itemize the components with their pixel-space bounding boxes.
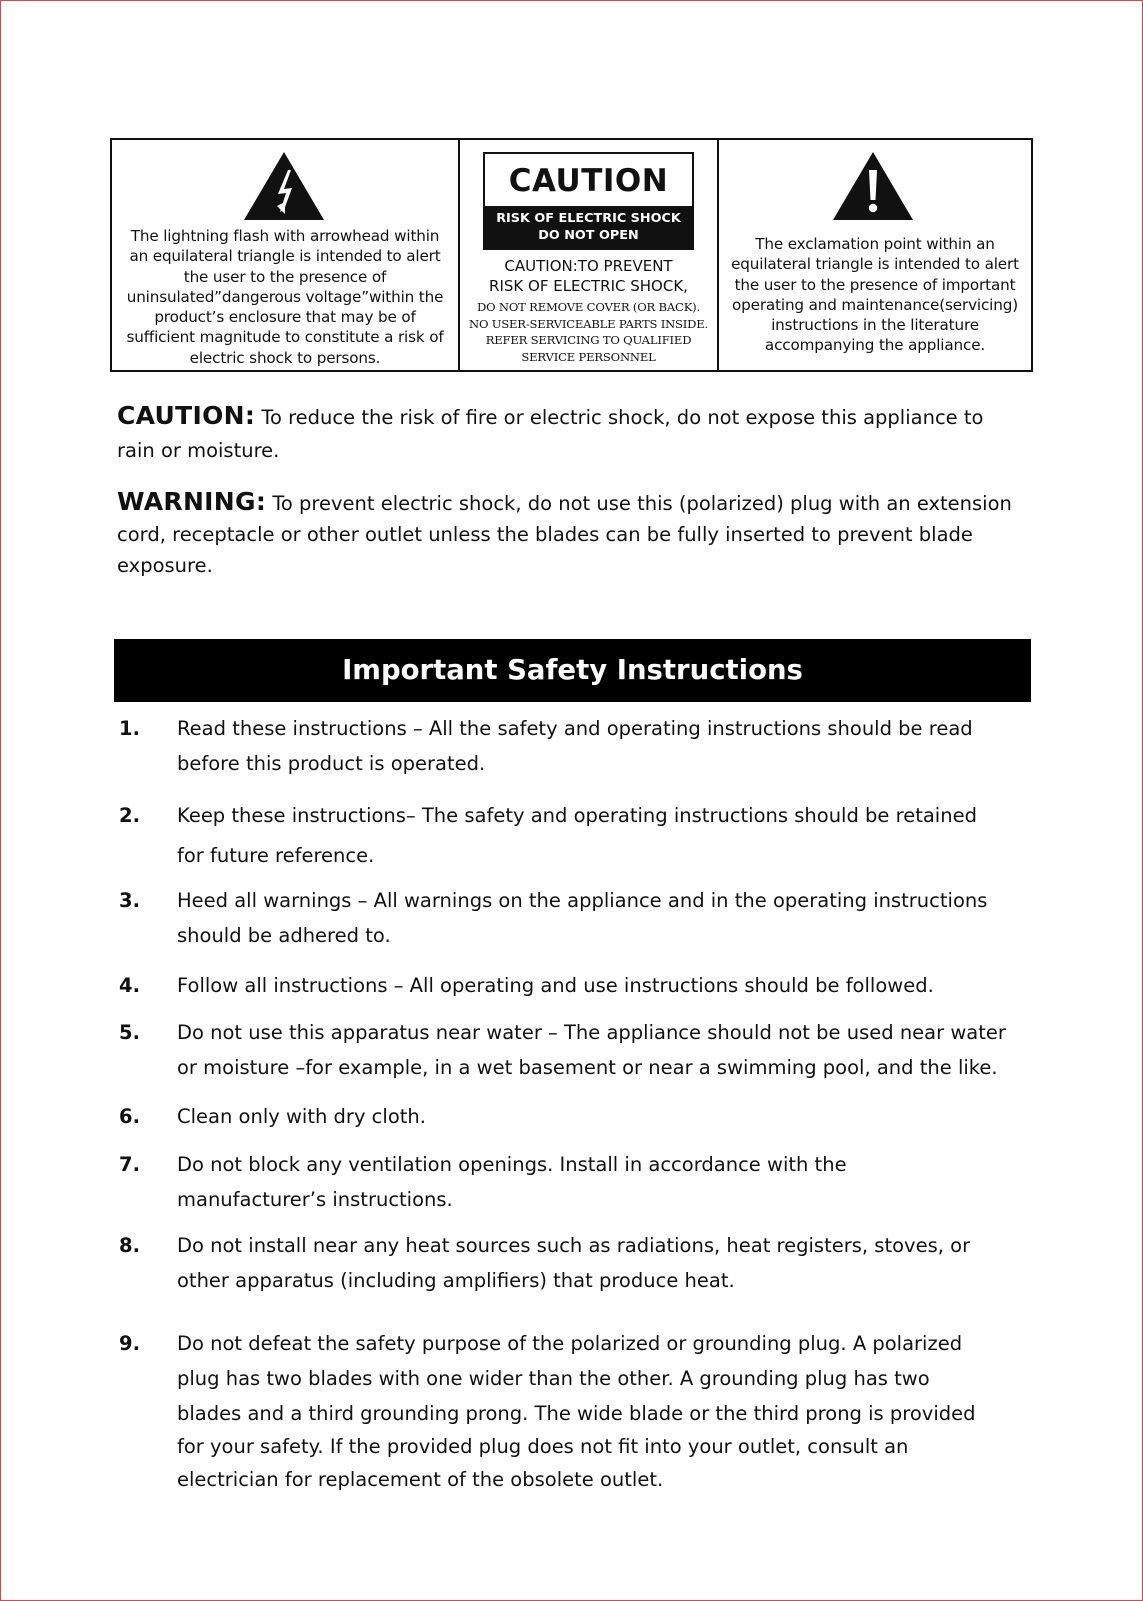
lightning-symbol-cell [112,140,460,370]
text-line: REFER SERVICING TO QUALIFIED [485,333,692,347]
instruction-item [119,1099,1049,1134]
text-line: for your safety. If the provided plug does not fit into your outlet, consult an [177,1435,909,1458]
text-line: blades and a third grounding prong. The wide blade or the third prong is provided [177,1402,976,1425]
text-line: product’s enclosure that may be of [154,308,416,327]
warning-notice-text: To prevent electric shock, do not use this (polarized) plug with an extension [272,492,1012,515]
text-line: The lightning flash with arrowhead within [130,227,440,245]
text-line: manufacturer’s instructions. [177,1188,453,1211]
text-line: Clean only with dry cloth. [177,1105,426,1128]
text-line: Heed all warnings – All warnings on the appliance and in the operating instructions [177,889,988,912]
text-line: Do not use this apparatus near water – The appliance should not be used near water [177,1021,1006,1044]
instruction-number: 3. [119,889,140,912]
instruction-item [119,883,1049,953]
instruction-number: 5. [119,1021,140,1044]
instruction-item [119,968,1049,1003]
text-line: plug has two blades with one wider than the other. A grounding plug has two [177,1367,930,1390]
instruction-number: 1. [119,717,140,740]
caution-plate-band [485,206,692,248]
caution-plate [483,152,694,250]
warning-notice-line-3: exposure. [117,554,213,577]
text-line: should be adhered to. [177,924,391,947]
text-line: Follow all instructions – All operating and use instructions should be followed. [177,974,934,997]
instruction-text [177,883,1049,953]
warning-notice [117,486,1047,581]
caution-label-cell [460,140,719,370]
text-line: instructions in the literature [771,316,979,335]
warning-notice-line-1 [117,486,1047,519]
text-line: RISK OF ELECTRIC SHOCK, [489,277,688,295]
text-line: Do not defeat the safety purpose of the polarized or grounding plug. A polarized [177,1332,963,1355]
instruction-text [177,1015,1049,1085]
safety-symbols-panel [110,138,1033,372]
caution-main-text [460,256,717,296]
text-line: accompanying the appliance. [764,336,986,355]
text-line: the user to the presence of important [734,275,1016,294]
instruction-item [119,798,1049,873]
text-line: for future reference. [177,844,375,867]
caution-notice [117,399,1047,467]
caution-small-text [460,299,717,365]
exclamation-description [721,234,1029,356]
instruction-text [177,711,1049,781]
instruction-item [119,1147,1049,1217]
text-line: the user to the presence of [183,267,387,286]
text-line: electrician for replacement of the obsolete outlet. [177,1468,664,1491]
band-line: RISK OF ELECTRIC SHOCK [496,211,681,226]
instruction-text [177,1099,1049,1134]
text-line: The exclamation point within an [755,235,995,253]
text-line: other apparatus (including amplifiers) that produce heat. [177,1269,735,1292]
text-line: uninsulated”dangerous voltage”within the [126,287,444,306]
warning-notice-heading: WARNING: [117,487,267,516]
instruction-item [119,1228,1049,1298]
caution-notice-line-2: rain or moisture. [117,439,280,462]
text-line: equilateral triangle is intended to alert [731,255,1019,274]
text-line: before this product is operated. [177,752,486,775]
instruction-number: 4. [119,974,140,997]
caution-plate-title: CAUTION [508,163,669,199]
text-line: Keep these instructions– The safety and operating instructions should be retained [177,804,977,827]
exclamation-triangle-icon [831,150,915,222]
instruction-text [177,1326,1049,1497]
text-line: or moisture –for example, in a wet basement or near a swimming pool, and the like. [177,1056,998,1079]
text-line: sufficient magnitude to constitute a risk of [126,328,444,347]
instruction-item [119,1326,1049,1497]
text-line: Read these instructions – All the safety and operating instructions should be read [177,717,973,740]
instruction-number: 6. [119,1105,140,1128]
instruction-item [119,1015,1049,1085]
instruction-number: 9. [119,1332,140,1355]
instruction-text [177,968,1049,1003]
band-line: DO NOT OPEN [538,228,639,243]
instruction-number: 8. [119,1234,140,1257]
caution-notice-text: To reduce the risk of fire or electric shock, do not expose this appliance to [261,406,984,429]
lightning-description [114,226,456,368]
text-line: Do not block any ventilation openings. Install in accordance with the [177,1153,847,1176]
warning-notice-line-2: cord, receptacle or other outlet unless the blades can be fully inserted to prevent blade [117,523,973,546]
instruction-number: 7. [119,1153,140,1176]
caution-notice-heading: CAUTION: [117,401,256,430]
lightning-triangle-icon [242,150,326,222]
instruction-text [177,1228,1049,1298]
section-title-banner: Important Safety Instructions [114,639,1031,702]
text-line: NO USER-SERVICEABLE PARTS INSIDE. [469,316,708,331]
text-line: SERVICE PERSONNEL [521,349,656,364]
exclamation-symbol-cell [719,140,1031,370]
text-line: an equilateral triangle is intended to alert [129,247,441,266]
caution-notice-line-1 [117,399,1047,434]
text-line: operating and maintenance(servicing) [732,295,1018,314]
instruction-text [177,798,1049,873]
instruction-item [119,711,1049,781]
text-line: electric shock to persons. [189,348,381,367]
text-line: Do not install near any heat sources such as radiations, heat registers, stoves, or [177,1234,971,1257]
instruction-number: 2. [119,804,140,827]
instruction-text [177,1147,1049,1217]
text-line: CAUTION:TO PREVENT [504,257,673,275]
text-line: DO NOT REMOVE COVER (OR BACK). [477,300,700,314]
